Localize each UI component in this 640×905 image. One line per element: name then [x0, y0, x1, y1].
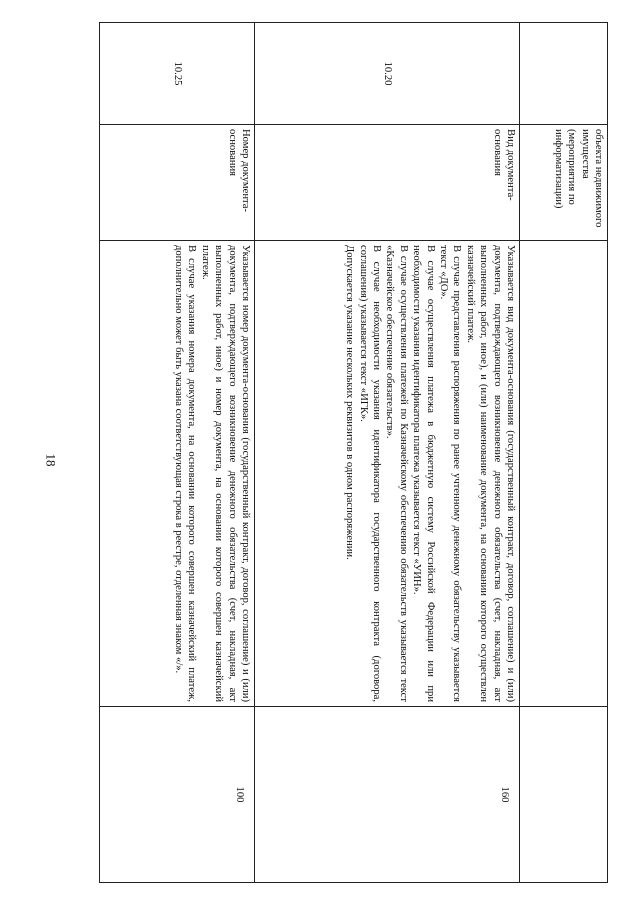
row-name-cell: Номер документа-основания: [100, 125, 255, 241]
row-description-cell: [255, 241, 520, 707]
row-length-cell: [520, 707, 608, 883]
description-paragraph: В случае указания номера документа, на основании которого совершен казначейский платеж, дополнительно может быть указана соответствующая строка в реестре, отделенная знаком «/».: [172, 245, 198, 702]
description-paragraph: Допускается указание нескольких реквизитов в одном распоряжении.: [344, 245, 356, 560]
row-length-cell: 100: [100, 707, 255, 883]
rotated-page-area: [100, 22, 608, 882]
row-number-cell: 10.20: [255, 23, 520, 125]
row-number-cell: [520, 23, 608, 125]
row-length-cell: 160: [255, 707, 520, 883]
description-paragraph: В случае осуществления платежей по Казначейскому обеспечению обязательств указывается текст «Казначейское обеспечение обязательств».: [384, 245, 409, 702]
description-paragraph: В случае представления распоряжения по ранее учтенному денежному обязательству указывается текст «ДО».: [437, 245, 463, 702]
page-number: 18: [43, 453, 59, 467]
table-row: [255, 23, 520, 883]
description-paragraph: Указывается вид документа-основания (государственный контракт, договор, соглашение) и (или) документа, подтверждающего возникновение денежного обязательства (счет, накладная, акт выполненных работ, иное), и (или) наименование документа, на основании которого осуществлен казначейский платеж.: [464, 245, 516, 702]
description-paragraph: В случае необходимости указания идентификатора государственного контракта (договора, соглашения) указывается текст «ИГК».: [357, 245, 382, 702]
table-container: [100, 22, 608, 882]
row-name-cell: Вид документа-основания: [255, 125, 520, 241]
row-description-cell: [100, 241, 255, 707]
row-description-cell: [520, 241, 608, 707]
row-name-cell: объекта недвижимого имущества (мероприятия по информатизации): [520, 125, 608, 241]
description-paragraph: В случае осуществления платежа в бюджетную систему Российской Федерации или при необходимости указания идентификатора платежа указывается текст «УИН».: [411, 245, 436, 702]
row-number-cell: 10.25: [100, 23, 255, 125]
table-row: [100, 23, 255, 883]
description-paragraph: Указывается номер документа-основания (государственный контракт, договор, соглашение) и (или) документа, подтверждающего возникновение денежного обязательства (счет, накладная, акт выполненных работ, иное) и номер документа, на основании которого совершен казначейский платеж.: [199, 245, 251, 702]
table-row: [520, 23, 608, 883]
requisites-table: [99, 22, 608, 883]
